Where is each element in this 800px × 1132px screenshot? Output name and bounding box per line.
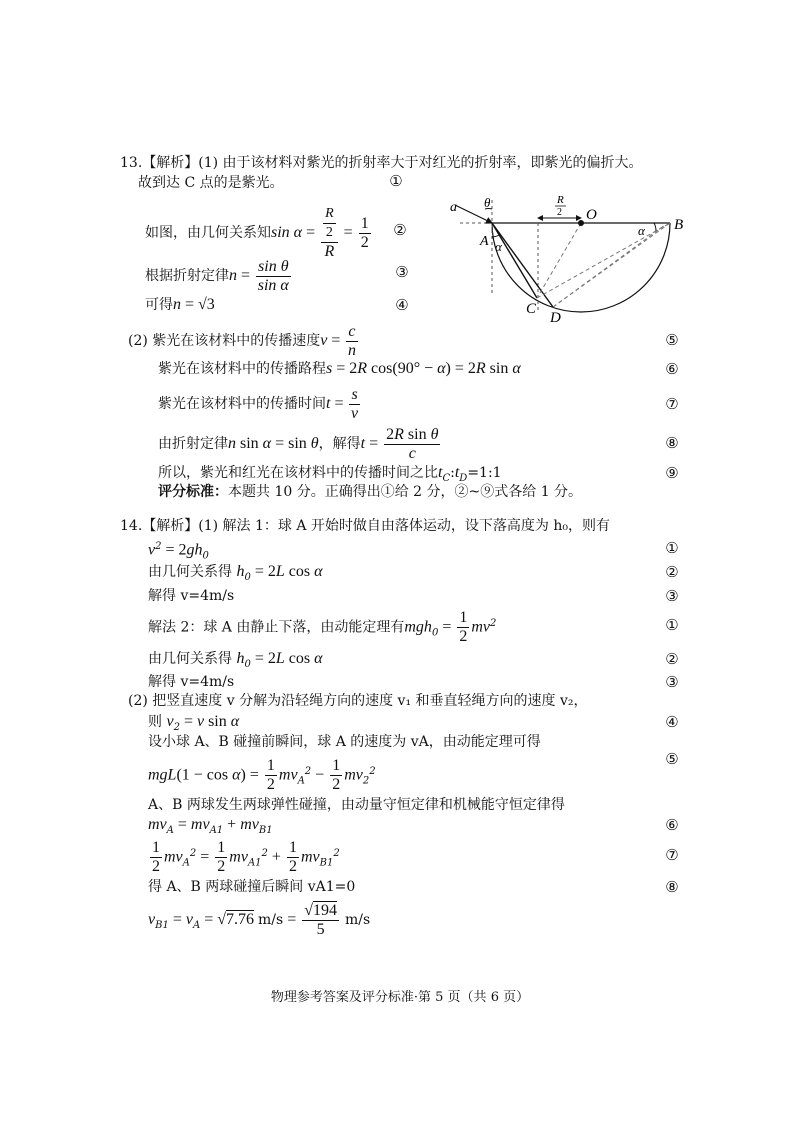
q14-final-eq: $v_{B1} = v_A = √7.76$ m/s = $\frac{√194}{5}$ m/s bbox=[148, 901, 371, 938]
q14-num-3b: ③ bbox=[665, 673, 679, 691]
eq-num-6: ⑥ bbox=[665, 360, 679, 378]
q14-num-1b: ① bbox=[665, 616, 679, 634]
q14-result-intro: 得 A、B 两球碰撞后瞬间 vA1=0 bbox=[148, 879, 356, 895]
q14-alt-line: 解法 2：球 A 由静止下落，由动能定理有mgh$_0$ = $\frac{1}{2}$ $mv^2$ bbox=[148, 609, 497, 646]
q14-num-7: ⑦ bbox=[665, 846, 679, 864]
q13-path-line: 紫光在该材料中的传播路程s = 2R cos(90° − α) = 2R sin α bbox=[158, 360, 521, 377]
eq-num-2: ② bbox=[393, 221, 407, 239]
result-label: 可得 bbox=[145, 297, 173, 313]
label-two: 2 bbox=[557, 207, 562, 218]
path-label: 紫光在该材料中的传播路程 bbox=[158, 361, 326, 377]
label-alpha2: α bbox=[638, 223, 645, 238]
ray-to-C bbox=[492, 223, 537, 298]
refraction-diagram bbox=[440, 185, 700, 325]
q14-num-8: ⑧ bbox=[665, 878, 679, 896]
q14-v2-line: 则 $v_2 = v$ sin α bbox=[148, 713, 240, 733]
q14-kinetic-eq: $\frac{1}{2}$ $mv_A^2$ = $\frac{1}{2}$ $mv_{A1}^2$ + $\frac{1}{2}$ $mv_{B1}^2$ bbox=[152, 839, 340, 876]
center-point bbox=[578, 220, 584, 226]
q14-geo2: 由几何关系得 $h_0 = 2L$ cos α bbox=[148, 650, 323, 670]
alt-label: 解法 2：球 A 由静止下落，由动能定理有 bbox=[148, 619, 405, 636]
solve-mid: ，解得 bbox=[318, 436, 361, 452]
label-D: D bbox=[550, 310, 561, 325]
q13-snell-line: 根据折射定律n = $\frac{\text{sin θ}}{\text{sin α}}$ bbox=[145, 257, 289, 294]
velocity-label: (2) 紫光在该材料中的传播速度 bbox=[128, 333, 321, 349]
q14-sol2: 解得 v=4m/s bbox=[148, 674, 235, 690]
score-text: 本题共 10 分。正确得出①给 2 分，②~⑨式各给 1 分。 bbox=[228, 484, 583, 500]
ratio-label: 所以，紫光和红光在该材料中的传播时间之比 bbox=[158, 465, 438, 481]
q14-num-2: ② bbox=[665, 563, 679, 581]
q13-scoring bbox=[158, 483, 582, 501]
label-A: A bbox=[480, 234, 489, 249]
q14-setup: 设小球 A、B 碰撞前瞬间，球 A 的速度为 vA，由动能定理可得 bbox=[148, 734, 541, 750]
q14-sol1: 解得 v=4m/s bbox=[148, 588, 235, 604]
eq-num-5: ⑤ bbox=[665, 331, 679, 349]
q14-part2-intro: (2) 把竖直速度 v 分解为沿轻绳方向的速度 v₁ 和垂直轻绳方向的速度 v₂， bbox=[128, 693, 588, 709]
eq-num-8: ⑧ bbox=[665, 434, 679, 452]
q14-num-2b: ② bbox=[665, 650, 679, 668]
ratio-value: =1:1 bbox=[467, 465, 502, 481]
solve-label: 由折射定律 bbox=[158, 436, 228, 452]
q13-sin-alpha-line: 如图，由几何关系知sin α = $\frac{\frac{R}{2}}{R}$ = $\frac{1}{2}$ bbox=[145, 206, 369, 260]
q14-num-3: ③ bbox=[665, 587, 679, 605]
q14-momentum-eq: $mv_A = mv_{A1} + mv_{B1}$ bbox=[148, 816, 273, 836]
q14-eq1: $v^2 = 2gh_0$ bbox=[148, 541, 209, 562]
q13-conclusion: 故到达 C 点的是紫光。 bbox=[138, 175, 284, 191]
sin-alpha-fraction: $\frac{\frac{R}{2}}{R}$ bbox=[321, 205, 338, 261]
label-a: a bbox=[450, 200, 457, 215]
q14-num-1: ① bbox=[665, 539, 679, 557]
q14-geo1: 由几何关系得 $h_0 = 2L$ cos α bbox=[148, 563, 323, 583]
time-label: 紫光在该材料中的传播时间 bbox=[158, 396, 326, 412]
q14-num-5: ⑤ bbox=[665, 750, 679, 768]
q13-velocity-line: (2) 紫光在该材料中的传播速度v = $\frac{c}{n}$ bbox=[128, 322, 356, 359]
geo-label: 如图，由几何关系知 bbox=[145, 225, 271, 241]
eq-num-1: ① bbox=[389, 172, 403, 190]
eq-num-7: ⑦ bbox=[665, 395, 679, 413]
label-R: R bbox=[557, 194, 564, 206]
q14-heading: 14.【解析】(1) 解法 1：球 A 开始时做自由落体运动，设下落高度为 h₀，则有 bbox=[120, 518, 610, 534]
q13-ratio-line: 所以，紫光和红光在该材料中的传播时间之比$t_C:t_D=1:1$ bbox=[158, 464, 502, 484]
q13-time-line: 紫光在该材料中的传播时间t = $\frac{s}{v}$ bbox=[158, 385, 359, 422]
label-C: C bbox=[526, 301, 537, 317]
snell-label: 根据折射定律 bbox=[145, 268, 229, 284]
eq-num-9: ⑨ bbox=[665, 464, 679, 482]
eq-num-4: ④ bbox=[395, 296, 409, 314]
score-label: 评分标准： bbox=[158, 484, 228, 500]
q14-collision-intro: A、B 两球发生两球弹性碰撞，由动量守恒定律和机械能守恒定律得 bbox=[148, 797, 565, 813]
label-theta: θ bbox=[484, 195, 491, 210]
q14-energy-eq: mgL(1 − cos α) = $\frac{1}{2}$ $mv_A^2$ − $\frac{1}{2}$ $mv_2^2$ bbox=[148, 757, 376, 794]
eq-num-3: ③ bbox=[395, 263, 409, 281]
q13-heading: 13.【解析】(1) 由于该材料对紫光的折射率大于对红光的折射率，即紫光的偏折大。 bbox=[120, 155, 643, 171]
label-alpha1: α bbox=[495, 239, 502, 254]
q13-result-line: 可得n = √3 bbox=[145, 296, 215, 313]
page-footer: 物理参考答案及评分标准·第 5 页（共 6 页） bbox=[270, 990, 530, 1005]
q13-solve-line: 由折射定律n sin α = sin θ，解得t = $\frac{\text{2R sin θ}}{c}$ bbox=[158, 425, 439, 462]
label-O: O bbox=[586, 207, 597, 223]
q14-num-6: ⑥ bbox=[665, 816, 679, 834]
q14-num-4: ④ bbox=[665, 713, 679, 731]
label-B: B bbox=[674, 217, 684, 233]
